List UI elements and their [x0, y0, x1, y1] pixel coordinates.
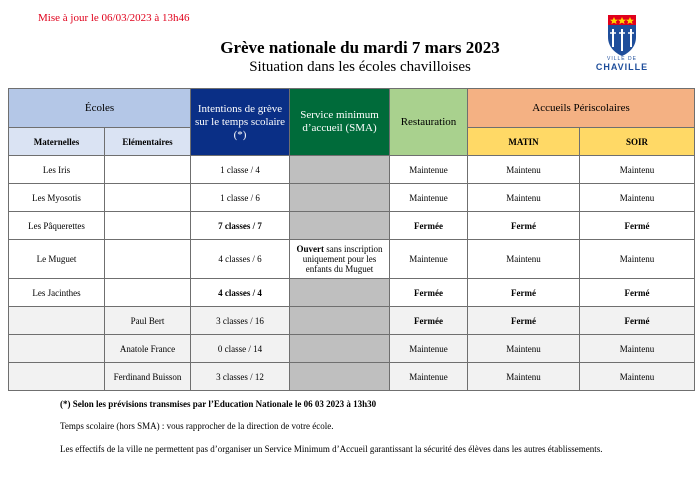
- cell-sma: [290, 184, 390, 212]
- cell-intentions: 3 classes / 12: [191, 363, 290, 391]
- cell-matin: Fermé: [468, 212, 580, 240]
- table-row: [9, 240, 695, 279]
- cell-matin: Fermé: [468, 307, 580, 335]
- cell-intentions: 3 classes / 16: [191, 307, 290, 335]
- cell-elementaire: [105, 240, 191, 279]
- cell-matin: Maintenu: [468, 240, 580, 279]
- cell-elementaire: Anatole France: [105, 335, 191, 363]
- sma-open-label: Ouvert: [296, 244, 325, 254]
- cell-soir: Fermé: [580, 212, 695, 240]
- cell-soir: Maintenu: [580, 363, 695, 391]
- cell-restauration: Maintenue: [390, 240, 468, 279]
- cell-sma: [290, 335, 390, 363]
- table-row: [9, 307, 695, 335]
- cell-maternelle: Les Iris: [9, 156, 105, 184]
- header-restauration: Restauration: [390, 89, 468, 156]
- cell-maternelle: [9, 307, 105, 335]
- cell-sma: [290, 307, 390, 335]
- cell-elementaire: [105, 279, 191, 307]
- logo-text: [590, 56, 654, 72]
- cell-sma: [290, 212, 390, 240]
- cell-matin: Fermé: [468, 279, 580, 307]
- cell-restauration: Maintenue: [390, 335, 468, 363]
- sma-detail: sans inscription uniquement pour les enfants du Muguet: [302, 244, 383, 274]
- cell-soir: Maintenu: [580, 156, 695, 184]
- footnotes: [60, 399, 690, 454]
- cell-restauration: Fermée: [390, 212, 468, 240]
- cell-soir: Fermé: [580, 279, 695, 307]
- cell-maternelle: [9, 335, 105, 363]
- page-title: Grève nationale du mardi 7 mars 2023: [220, 38, 500, 57]
- schools-status-table: [8, 88, 695, 391]
- update-note: Mise à jour le 06/03/2023 à 13h46: [38, 12, 190, 24]
- cell-sma: [290, 156, 390, 184]
- cell-soir: Fermé: [580, 307, 695, 335]
- footnote-source: (*) Selon les prévisions transmises par l’Education Nationale le 06 03 2023 à 13h30: [60, 399, 377, 409]
- cell-sma: [290, 363, 390, 391]
- cell-maternelle: Les Myosotis: [9, 184, 105, 212]
- cell-restauration: Maintenue: [390, 156, 468, 184]
- cell-intentions: 1 classe / 6: [191, 184, 290, 212]
- cell-restauration: Fermée: [390, 279, 468, 307]
- table-row: [9, 184, 695, 212]
- logo-big-text: CHAVILLE: [595, 62, 649, 72]
- table-row: [9, 212, 695, 240]
- table-row: [9, 335, 695, 363]
- header-intentions: Intentions de grève sur le temps scolaire (*): [191, 89, 290, 156]
- header-elementaires: Elémentaires: [105, 128, 191, 156]
- logo-small-text: VILLE DE: [607, 56, 637, 62]
- header-sma: Service minimum d’accueil (SMA): [290, 89, 390, 156]
- header-maternelles: Maternelles: [9, 128, 105, 156]
- cell-maternelle: Le Muguet: [9, 240, 105, 279]
- cell-maternelle: [9, 363, 105, 391]
- cell-maternelle: Les Jacinthes: [9, 279, 105, 307]
- cell-soir: Maintenu: [580, 335, 695, 363]
- table-row: [9, 279, 695, 307]
- cell-matin: Maintenu: [468, 335, 580, 363]
- cell-soir: Maintenu: [580, 184, 695, 212]
- header-soir: SOIR: [580, 128, 695, 156]
- cell-elementaire: [105, 184, 191, 212]
- cell-elementaire: [105, 212, 191, 240]
- cell-matin: Maintenu: [468, 184, 580, 212]
- footnote-school-time: Temps scolaire (hors SMA) : vous rapprocher de la direction de votre école.: [60, 421, 334, 431]
- cell-sma: [290, 240, 390, 279]
- cell-matin: Maintenu: [468, 156, 580, 184]
- table-row: [9, 156, 695, 184]
- table-row: [9, 363, 695, 391]
- cell-intentions: 7 classes / 7: [191, 212, 290, 240]
- cell-sma: [290, 279, 390, 307]
- cell-elementaire: [105, 156, 191, 184]
- cell-elementaire: Ferdinand Buisson: [105, 363, 191, 391]
- cell-matin: Maintenu: [468, 363, 580, 391]
- cell-soir: Maintenu: [580, 240, 695, 279]
- header-periscolaires: Accueils Périscolaires: [468, 89, 695, 128]
- header-matin: MATIN: [468, 128, 580, 156]
- cell-maternelle: Les Pâquerettes: [9, 212, 105, 240]
- cell-intentions: 4 classes / 6: [191, 240, 290, 279]
- cell-restauration: Fermée: [390, 307, 468, 335]
- cell-restauration: Maintenue: [390, 184, 468, 212]
- cell-intentions: 4 classes / 4: [191, 279, 290, 307]
- cell-restauration: Maintenue: [390, 363, 468, 391]
- page-subtitle: Situation dans les écoles chavilloises: [249, 59, 471, 75]
- header-ecoles: Écoles: [9, 89, 191, 128]
- cell-intentions: 1 classe / 4: [191, 156, 290, 184]
- cell-intentions: 0 classe / 14: [191, 335, 290, 363]
- cell-elementaire: Paul Bert: [105, 307, 191, 335]
- footnote-staffing: Les effectifs de la ville ne permettent pas d’organiser un Service Minimum d’Accueil garantissant la sécurité des élèves dans les autres établissements.: [60, 444, 603, 454]
- title-block: [150, 38, 570, 76]
